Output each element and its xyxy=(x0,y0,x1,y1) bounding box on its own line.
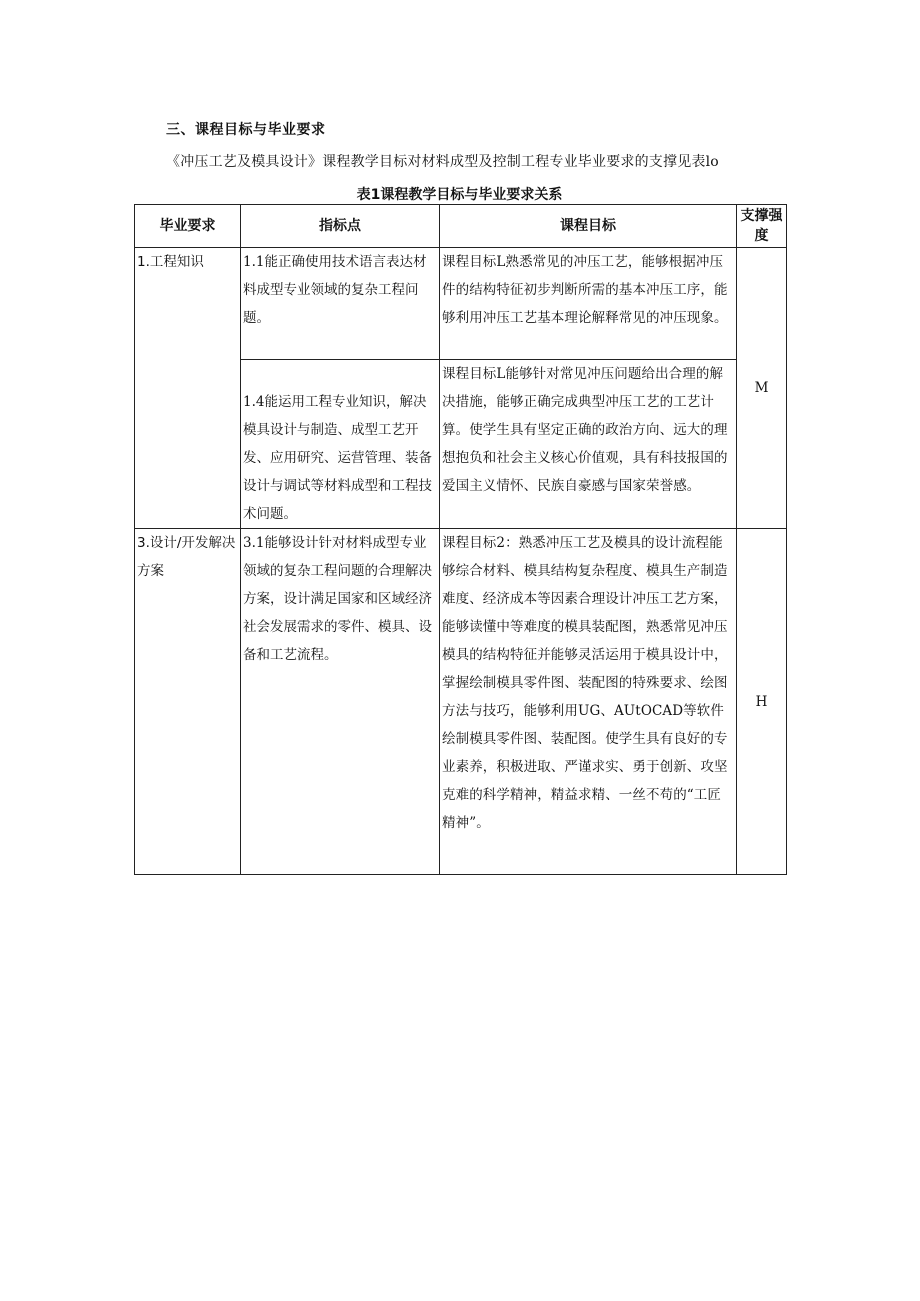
strength-h: H xyxy=(737,529,787,875)
table-row xyxy=(135,248,787,360)
strength-m: M xyxy=(737,248,787,529)
table-caption: 表1课程教学目标与毕业要求关系 xyxy=(356,187,563,203)
section-heading: 三、课程目标与毕业要求 xyxy=(166,122,326,138)
requirement-design-solution: 3.设计/开发解决方案 xyxy=(135,529,241,875)
header-indicator: 指标点 xyxy=(241,205,440,248)
header-objective: 课程目标 xyxy=(440,205,737,248)
objectives-table xyxy=(134,204,787,875)
header-strength: 支撑强度 xyxy=(737,205,787,248)
table-header-row xyxy=(135,205,787,248)
objective-2: 课程目标2：熟悉冲压工艺及模具的设计流程能够综合材料、模具结构复杂程度、模具生产制造难度、经济成本等因素合理设计冲压工艺方案，能够读懂中等难度的模具装配图，熟悉常见冲压模具的结构特征并能够灵活运用于模具设计中，掌握绘制模具零件图、装配图的特殊要求、绘图方法与技巧，能够利用UG、AUtOCAD等软件绘制模具零件图、装配图。使学生具有良好的专业素养，积极进取、严谨求实、勇于创新、攻坚克难的科学精神，精益求精、一丝不苟的“工匠精神”。 xyxy=(440,529,737,875)
intro-paragraph: 《冲压工艺及模具设计》课程教学目标对材料成型及控制工程专业毕业要求的支撑见表lo xyxy=(166,154,719,170)
indicator-1-1: 1.1能正确使用技术语言表达材料成型专业领域的复杂工程问题。 xyxy=(241,248,440,360)
indicator-1-4: 1.4能运用工程专业知识，解决模具设计与制造、成型工艺开发、应用研究、运营管理、装备设计与调试等材料成型和工程技术问题。 xyxy=(241,360,440,529)
requirement-engineering-knowledge: 1.工程知识 xyxy=(135,248,241,529)
header-requirement: 毕业要求 xyxy=(135,205,241,248)
indicator-3-1: 3.1能够设计针对材料成型专业领域的复杂工程问题的合理解决方案，设计满足国家和区域经济社会发展需求的零件、模具、设备和工艺流程。 xyxy=(241,529,440,875)
table-row xyxy=(135,529,787,875)
objective-1-ideology: 课程目标L能够针对常见冲压问题给出合理的解决措施，能够正确完成典型冲压工艺的工艺计算。使学生具有坚定正确的政治方向、远大的理想抱负和社会主义核心价值观，具有科技报国的爱国主义情怀、民族自豪感与国家荣誉感。 xyxy=(440,360,737,529)
objective-1: 课程目标L熟悉常见的冲压工艺，能够根据冲压件的结构特征初步判断所需的基本冲压工序，能够利用冲压工艺基本理论解释常见的冲压现象。 xyxy=(440,248,737,360)
